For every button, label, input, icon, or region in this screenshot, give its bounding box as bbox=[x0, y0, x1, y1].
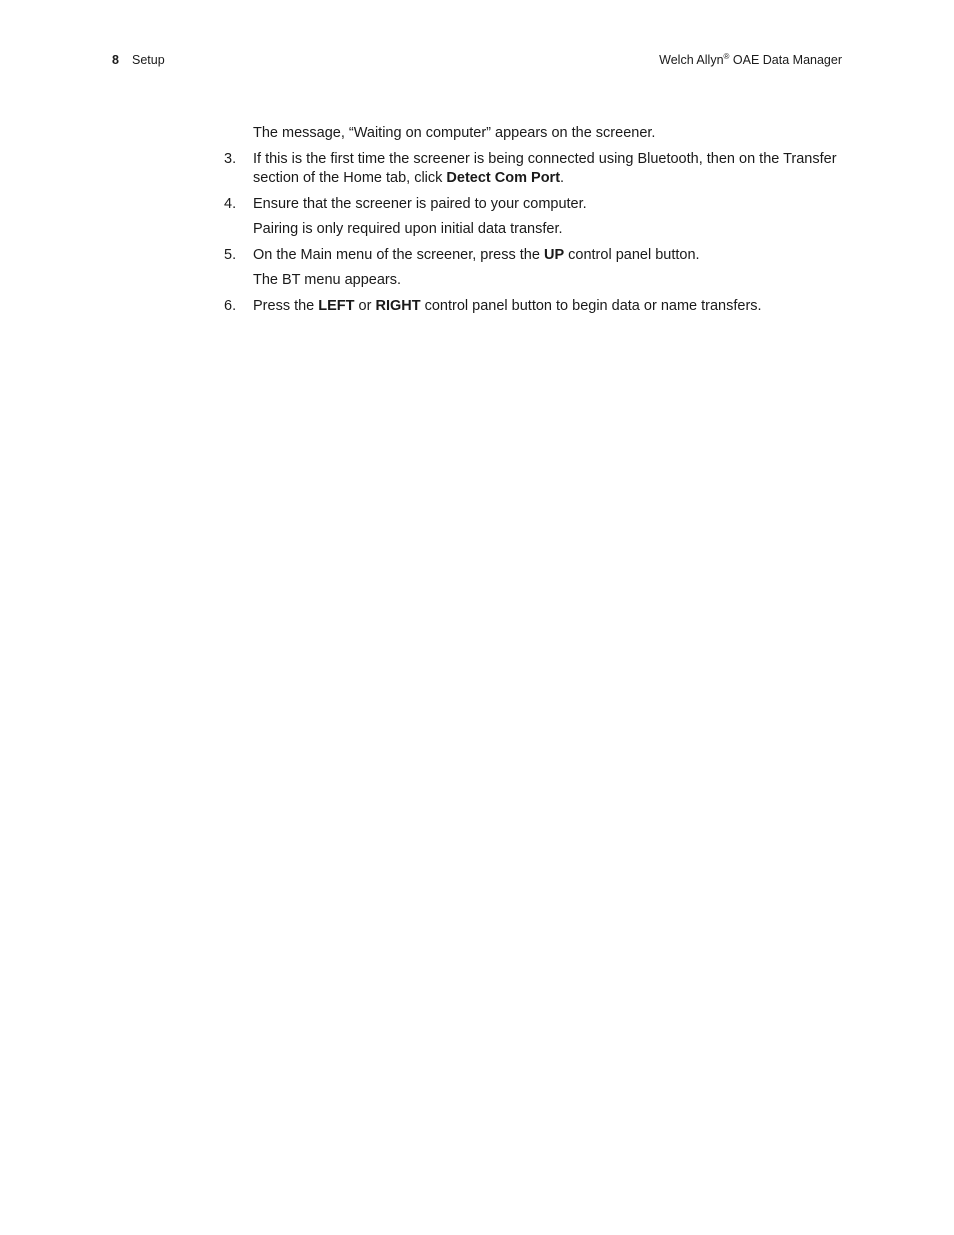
step-text-part: control panel button. bbox=[564, 246, 700, 263]
step-6 bbox=[224, 297, 844, 317]
step-text-part: Press the bbox=[253, 297, 319, 314]
step-text-part: If this is the first time the screener is being connected using Bluetooth, then on the Transfer section of the Home tab, click bbox=[253, 150, 837, 186]
step-text-part: . bbox=[560, 170, 565, 186]
registered-mark: ® bbox=[723, 51, 730, 61]
step-text-part: control panel button to begin data or name transfers. bbox=[420, 297, 762, 314]
main-content bbox=[224, 124, 844, 322]
product-title bbox=[659, 51, 842, 69]
step-number: 4. bbox=[224, 195, 237, 212]
section-title: Setup bbox=[132, 53, 165, 67]
page-number: 8 bbox=[112, 53, 119, 67]
step-4-note: Pairing is only required upon initial data transfer. bbox=[253, 221, 563, 237]
step-text bbox=[253, 151, 837, 187]
step-text bbox=[253, 247, 700, 263]
step-3 bbox=[224, 150, 844, 189]
product-brand: Welch Allyn bbox=[659, 53, 724, 67]
step-5-note: The BT menu appears. bbox=[253, 272, 402, 288]
step-number: 5. bbox=[224, 246, 237, 263]
step-number: 6. bbox=[224, 297, 237, 314]
intro-note: The message, “Waiting on computer” appears on the screener. bbox=[253, 125, 656, 141]
product-name: OAE Data Manager bbox=[729, 53, 842, 67]
step-text bbox=[253, 298, 762, 314]
right-button-label: RIGHT bbox=[375, 297, 421, 314]
step-text-part: On the Main menu of the screener, press the bbox=[253, 246, 544, 263]
detect-com-port-label: Detect Com Port bbox=[446, 170, 561, 186]
step-text-part: or bbox=[354, 297, 376, 314]
left-button-label: LEFT bbox=[318, 297, 355, 314]
page-header bbox=[112, 51, 842, 69]
step-number: 3. bbox=[224, 150, 237, 167]
step-5 bbox=[224, 246, 844, 266]
step-text: Ensure that the screener is paired to your computer. bbox=[253, 195, 587, 212]
up-button-label: UP bbox=[543, 246, 565, 263]
step-4 bbox=[224, 195, 844, 215]
